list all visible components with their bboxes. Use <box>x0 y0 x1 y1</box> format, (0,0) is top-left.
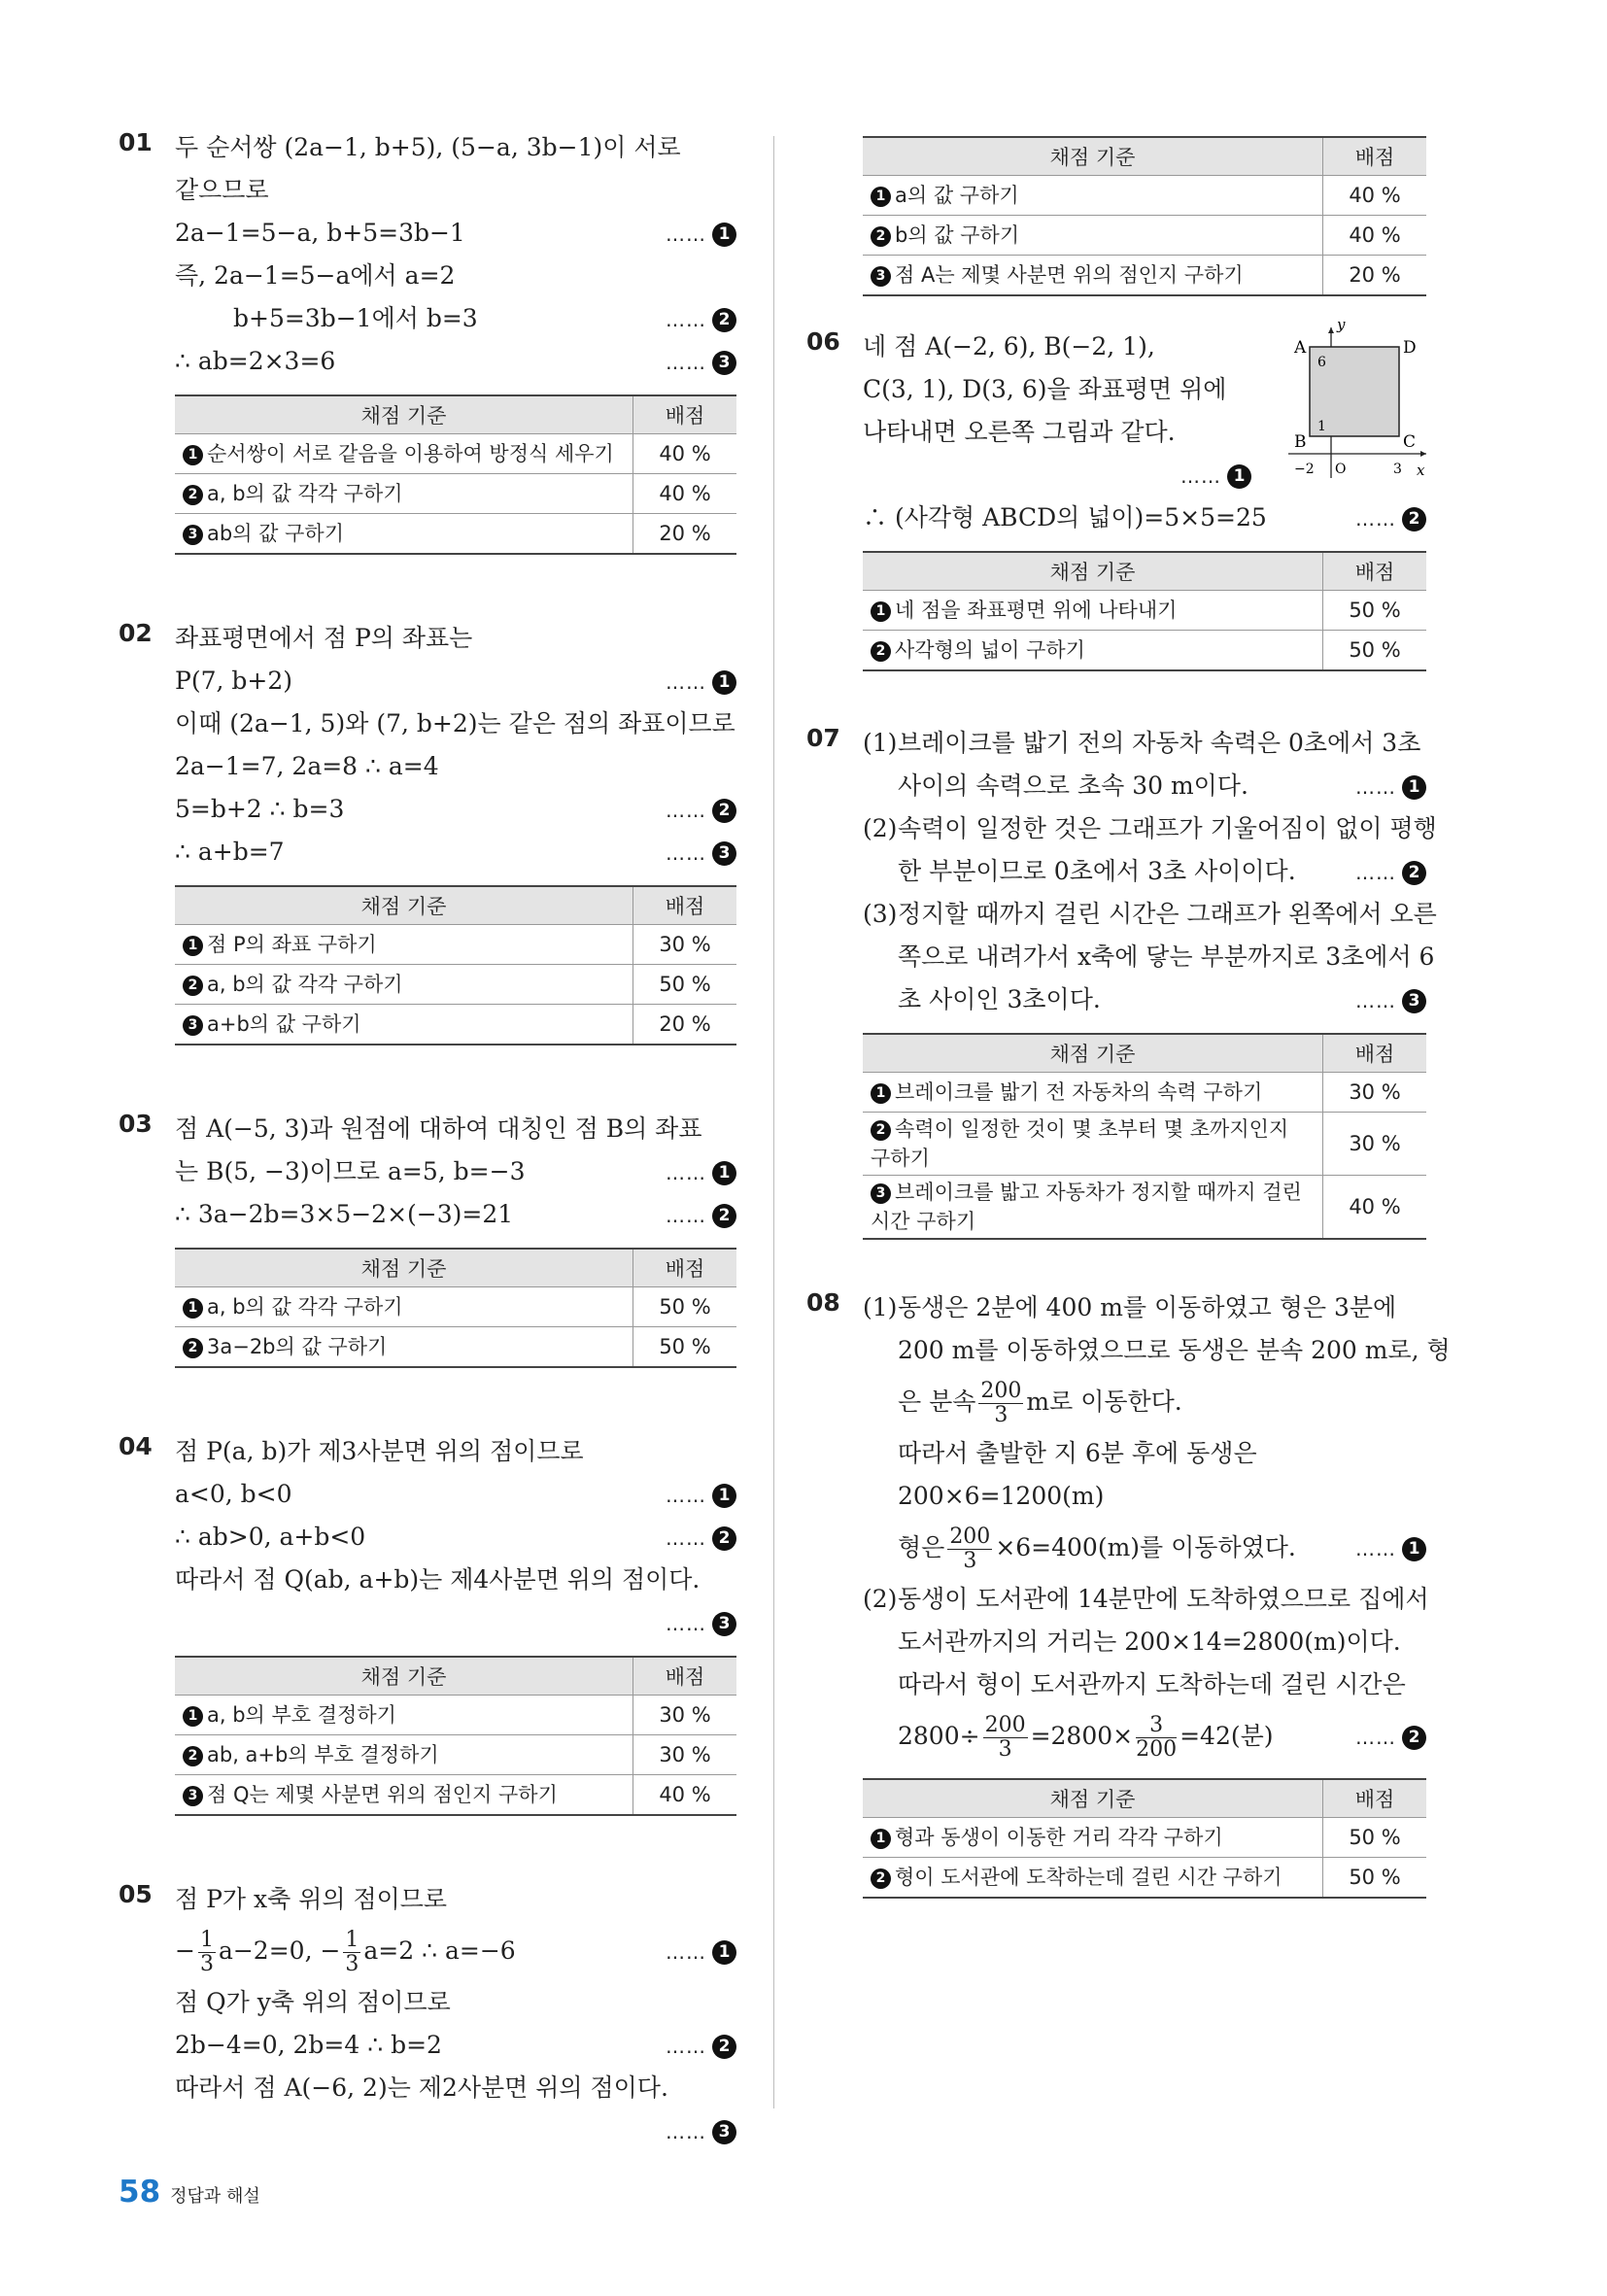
step-number-1: 1 <box>712 223 736 247</box>
problem-02 <box>119 617 736 1045</box>
text-line: 나타내면 오른쪽 그림과 같다. <box>863 418 1176 446</box>
text-line: 따라서 점 Q(ab, a+b)는 제4사분면 위의 점이다. <box>175 1565 701 1593</box>
criteria-header: 채점 기준 <box>175 395 633 434</box>
step-number-1: 1 <box>712 1484 736 1508</box>
fraction: $\frac{1}{3}$ <box>345 1928 359 1976</box>
left-column <box>119 126 736 2214</box>
step-marker: …… 2 <box>1355 497 1426 540</box>
step-marker: …… 2 <box>1355 850 1426 894</box>
page-number: 58 <box>119 2175 161 2210</box>
step-line: a<0, b<0 …… 1 <box>175 1473 736 1516</box>
table-row: 1 a, b의 값 각각 구하기 50 % <box>175 1287 736 1327</box>
text-line: 점 P(a, b)가 제3사분면 위의 점이므로 <box>175 1437 584 1465</box>
table-row: 3 a+b의 값 구하기 20 % <box>175 1005 736 1045</box>
step-number-2: 2 <box>712 799 736 823</box>
label-b: B <box>1294 432 1307 452</box>
step-number-1: 1 <box>1227 464 1251 489</box>
step-marker: …… 1 <box>666 1921 736 1982</box>
step-number-3: 3 <box>712 351 736 375</box>
sub-item-1: (1) 동생은 2분에 400 m를 이동하였고 형은 3분에 200 m를 이동하였으므로 동생은 분속 200 m로, 형 은 분속 $\frac{200}{3}$ m로 이동한다. 따라서 출발한 지 6분 후에 동생은 200×6=1200(m) 형은 $\frac{200}{3}$ ×6=400(m)를 이동하였다. …… 1 <box>863 1286 1426 1578</box>
table-row: 2 ab, a+b의 부호 결정하기 30 % <box>175 1735 736 1775</box>
scoring-table: 채점 기준 배점 1 a, b의 부호 결정하기 30 % 2 ab, a+b의 부호 결정하기 30 % 3 점 Q는 제몇 사분면 위의 점인지 구하기 40 % <box>175 1656 736 1816</box>
step-marker: …… 2 <box>666 1193 736 1237</box>
table-row: 2 b의 값 구하기 40 % <box>863 216 1426 256</box>
sub-item-2: (2) 속력이 일정한 것은 그래프가 기울어짐이 없이 평행 한 부분이므로 0초에서 3초 사이이다. …… 2 <box>863 807 1426 893</box>
step-number-1: 1 <box>1402 775 1426 800</box>
problem-05 <box>119 1878 736 2152</box>
step-marker: …… 1 <box>666 212 736 256</box>
label-a: A <box>1294 338 1307 358</box>
step-number-1: 1 <box>712 1161 736 1185</box>
scoring-table: 채점 기준 배점 1 네 점을 좌표평면 위에 나타내기 50 % 2 사각형의 넓이 구하기 50 % <box>863 551 1426 671</box>
label-c: C <box>1403 432 1417 452</box>
step-number-2: 2 <box>712 308 736 332</box>
step-line <box>175 297 736 340</box>
step-line: ∴ a+b=7 …… 3 <box>175 831 736 874</box>
step-number-3: 3 <box>712 2120 736 2144</box>
problem-number: 06 <box>806 327 840 356</box>
step-marker: …… 3 <box>666 831 736 874</box>
label-x: x <box>1417 462 1425 479</box>
text-line: 두 순서쌍 (2a−1, b+5), (5−a, 3b−1)이 서로 <box>175 133 681 161</box>
table-row: 1 점 P의 좌표 구하기 30 % <box>175 925 736 965</box>
step-number-1: 1 <box>712 670 736 695</box>
fraction: $\frac{200}{3}$ <box>984 1713 1026 1762</box>
table-row: 1 형과 동생이 이동한 거리 각각 구하기 50 % <box>863 1818 1426 1858</box>
equation: ∴ ab=2×3=6 <box>175 347 336 375</box>
step-number-2: 2 <box>712 1204 736 1228</box>
right-column <box>806 136 1451 1961</box>
step-line: − $\frac{1}{3}$ a−2=0, − $\frac{1}{3}$ a=2 ∴ a=−6 …… 1 <box>175 1921 736 1981</box>
step-marker: …… 1 <box>1180 454 1251 497</box>
step-line: 5=b+2 ∴ b=3 …… 2 <box>175 788 736 831</box>
label-d: D <box>1403 338 1417 358</box>
problem-number: 03 <box>119 1110 153 1138</box>
step-marker: …… 2 <box>666 1516 736 1559</box>
sub-item-3: (3) 정지할 때까지 걸린 시간은 그래프가 왼쪽에서 오른 쪽으로 내려가서 x축에 닿는 부분까지로 3초에서 6 초 사이인 3초이다. …… 3 <box>863 893 1426 1021</box>
step-number-2: 2 <box>1402 1726 1426 1750</box>
step-line: ∴ 3a−2b=3×5−2×(−3)=21 …… 2 <box>175 1193 736 1236</box>
scoring-table: 채점 기준 배점 1 브레이크를 밟기 전 자동차의 속력 구하기 30 % 2 속력이 일정한 것이 몇 초부터 몇 초까지인지 구하기 30 % 3 브레이크를 밟고 자동차가 정지할 때까지 걸린 시간 구하기 40 % <box>863 1033 1426 1240</box>
tick-neg2: −2 <box>1294 462 1315 477</box>
step-number-3: 3 <box>1402 989 1426 1013</box>
step-number-2: 2 <box>712 2035 736 2059</box>
scoring-table: 채점 기준 배점 1 a, b의 값 각각 구하기 50 % 2 3a−2b의 값 구하기 50 % <box>175 1248 736 1368</box>
sub-item-2: (2) 동생이 도서관에 14분만에 도착하였으므로 집에서 도서관까지의 거리는 200×14=2800(m)이다. 따라서 형이 도서관까지 도착하는데 걸린 시간은 2800÷ $\frac{200}{3}$ =2800× $\frac{3}{200}$ =42(분) …… 2 <box>863 1578 1426 1766</box>
step-marker: …… 2 <box>666 788 736 832</box>
table-row: 2 속력이 일정한 것이 몇 초부터 몇 초까지인지 구하기 30 % <box>863 1113 1426 1176</box>
problem-number: 07 <box>806 724 840 752</box>
text-line: 좌표평면에서 점 P의 좌표는 <box>175 624 473 652</box>
fraction: $\frac{1}{3}$ <box>199 1928 214 1976</box>
step-number-2: 2 <box>712 1526 736 1551</box>
table-row: 3 점 A는 제몇 사분면 위의 점인지 구하기 20 % <box>863 256 1426 296</box>
step-line: 는 B(5, −3)이므로 a=5, b=−3 …… 1 <box>175 1150 736 1193</box>
origin: O <box>1335 462 1347 477</box>
tick-6: 6 <box>1317 355 1326 370</box>
label-y: y <box>1337 318 1346 333</box>
table-row: 2 사각형의 넓이 구하기 50 % <box>863 631 1426 671</box>
step-number-3: 3 <box>712 1612 736 1636</box>
text-line: 2a−1=7, 2a=8 ∴ a=4 <box>175 752 439 780</box>
fraction: $\frac{200}{3}$ <box>980 1379 1022 1427</box>
step-marker: …… 1 <box>666 660 736 703</box>
text-line: 네 점 A(−2, 6), B(−2, 1), <box>863 332 1155 360</box>
step-number-2: 2 <box>1402 507 1426 531</box>
text-line: 따라서 점 A(−6, 2)는 제2사분면 위의 점이다. <box>175 2073 668 2102</box>
coordinate-figure <box>1281 318 1426 483</box>
step-line: P(7, b+2) …… 1 <box>175 660 736 703</box>
table-row: 3 ab의 값 구하기 20 % <box>175 514 736 555</box>
problem-number: 05 <box>119 1880 153 1908</box>
points-header: 배점 <box>633 395 737 434</box>
x-axis-arrow <box>1420 451 1426 457</box>
table-row: 3 브레이크를 밟고 자동차가 정지할 때까지 걸린 시간 구하기 40 % <box>863 1176 1426 1240</box>
step-line: 2b−4=0, 2b=4 ∴ b=2 …… 2 <box>175 2024 736 2067</box>
equation: 2a−1=5−a, b+5=3b−1 <box>175 219 465 247</box>
table-row: 2 a, b의 값 각각 구하기 40 % <box>175 474 736 514</box>
step-line: 한 부분이므로 0초에서 3초 사이이다. …… 2 <box>898 850 1426 893</box>
table-row: 2 a, b의 값 각각 구하기 50 % <box>175 965 736 1005</box>
step-line: 사이의 속력으로 초속 30 m이다. …… 1 <box>898 765 1426 807</box>
fraction: $\frac{3}{200}$ <box>1136 1713 1178 1762</box>
y-axis-arrow <box>1328 327 1334 333</box>
step-marker: …… 3 <box>666 340 736 384</box>
table-row: 2 3a−2b의 값 구하기 50 % <box>175 1327 736 1368</box>
problem-number: 02 <box>119 619 153 647</box>
step-number-2: 2 <box>1402 861 1426 885</box>
text-line: 점 P가 x축 위의 점이므로 <box>175 1885 448 1913</box>
step-marker: …… 2 <box>666 2024 736 2068</box>
scoring-table: 채점 기준 배점 1 a의 값 구하기 40 % 2 b의 값 구하기 40 % 3 점 A는 제몇 사분면 위의 점인지 구하기 20 % <box>863 136 1426 296</box>
step-marker: …… 3 <box>666 2109 736 2153</box>
page-footer <box>119 2175 260 2210</box>
scoring-table: 채점 기준 배점 1 점 P의 좌표 구하기 30 % 2 a, b의 값 각각 구하기 50 % 3 a+b의 값 구하기 20 % <box>175 885 736 1045</box>
column-divider <box>773 136 774 2108</box>
text-line: C(3, 1), D(3, 6)을 좌표평면 위에 <box>863 375 1227 403</box>
table-row: 3 점 Q는 제몇 사분면 위의 점인지 구하기 40 % <box>175 1775 736 1816</box>
tick-3: 3 <box>1393 462 1402 477</box>
scoring-table <box>175 394 736 555</box>
text-line: 즉, 2a−1=5−a에서 a=2 <box>175 261 456 290</box>
table-row: 1 a의 값 구하기 40 % <box>863 176 1426 216</box>
step-number-3: 3 <box>712 841 736 866</box>
step-line <box>175 2109 736 2152</box>
step-line: 2800÷ $\frac{200}{3}$ =2800× $\frac{3}{200}$ =42(분) …… 2 <box>898 1706 1426 1766</box>
fraction: $\frac{200}{3}$ <box>949 1525 991 1573</box>
text-line: 이때 (2a−1, 5)와 (7, b+2)는 같은 점의 좌표이므로 <box>175 709 735 737</box>
step-marker: …… 1 <box>666 1473 736 1517</box>
tick-1: 1 <box>1317 419 1326 434</box>
step-line: 초 사이인 3초이다. …… 3 <box>898 978 1426 1021</box>
table-row: 1 브레이크를 밟기 전 자동차의 속력 구하기 30 % <box>863 1073 1426 1113</box>
problem-04 <box>119 1430 736 1816</box>
step-line <box>175 212 736 255</box>
step-marker: …… 1 <box>666 1150 736 1194</box>
problem-number: 04 <box>119 1432 153 1460</box>
problem-number: 08 <box>806 1288 840 1317</box>
footer-title: 정답과 해설 <box>170 2186 260 2207</box>
step-line: 형은 $\frac{200}{3}$ ×6=400(m)를 이동하였다. …… 1 <box>898 1518 1426 1578</box>
step-line <box>175 340 736 383</box>
table-row: 1 네 점을 좌표평면 위에 나타내기 50 % <box>863 591 1426 631</box>
problem-05-scoring <box>806 136 1426 296</box>
step-marker: …… 3 <box>666 1601 736 1645</box>
equation: b+5=3b−1에서 b=3 <box>233 304 478 332</box>
step-line <box>175 1601 736 1644</box>
step-marker: …… 2 <box>666 297 736 341</box>
scoring-table: 채점 기준 배점 1 형과 동생이 이동한 거리 각각 구하기 50 % 2 형이 도서관에 도착하는데 걸린 시간 구하기 50 % <box>863 1778 1426 1899</box>
step-marker: …… 1 <box>1355 765 1426 808</box>
problem-06 <box>806 318 1426 671</box>
step-number-1: 1 <box>1402 1537 1426 1561</box>
step-line: ∴ ab>0, a+b<0 …… 2 <box>175 1516 736 1559</box>
table-row: 1 a, b의 부호 결정하기 30 % <box>175 1696 736 1735</box>
sub-item-1: (1) 브레이크를 밟기 전의 자동차 속력은 0초에서 3초 사이의 속력으로 초속 30 m이다. …… 1 <box>863 722 1426 807</box>
step-marker: …… 2 <box>1355 1706 1426 1767</box>
text-line: 같으므로 <box>175 176 269 204</box>
step-line: ∴ (사각형 ABCD의 넓이)=5×5=25 …… 2 <box>863 497 1426 539</box>
text-line: 점 A(−5, 3)과 원점에 대하여 대칭인 점 B의 좌표 <box>175 1114 702 1143</box>
step-marker: …… 1 <box>1355 1518 1426 1579</box>
text-line: 점 Q가 y축 위의 점이므로 <box>175 1988 451 2016</box>
table-row: 2 형이 도서관에 도착하는데 걸린 시간 구하기 50 % <box>863 1858 1426 1899</box>
problem-03 <box>119 1108 736 1368</box>
problem-number: 01 <box>119 128 153 156</box>
step-number-1: 1 <box>712 1940 736 1965</box>
problem-07 <box>806 722 1437 1240</box>
problem-08 <box>806 1286 1451 1899</box>
table-row: 1 순서쌍이 서로 같음을 이용하여 방정식 세우기 40 % <box>175 434 736 474</box>
step-marker: …… 3 <box>1355 978 1426 1022</box>
problem-01 <box>119 126 736 555</box>
